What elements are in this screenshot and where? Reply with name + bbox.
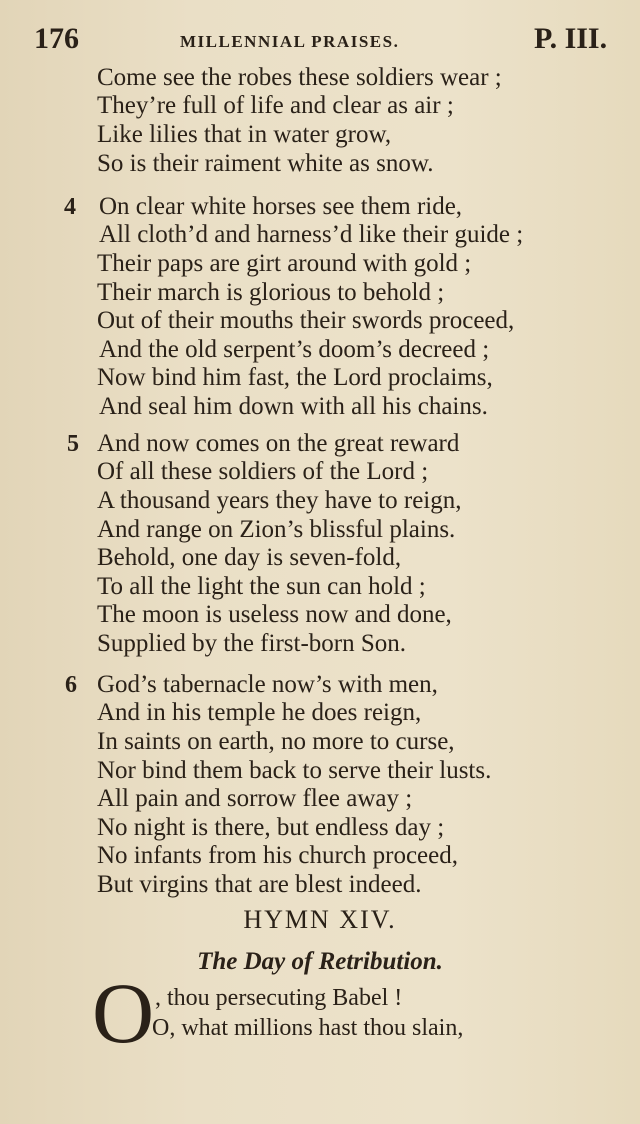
verse-line: A thousand years they have to reign, [97,487,462,514]
verse-line: On clear white horses see them ride, [99,193,463,220]
verse-line: God’s tabernacle now’s with men, [97,671,438,698]
part-label: P. III. [534,22,608,55]
verse-line: So is their raiment white as snow. [97,150,434,177]
page-number: 176 [34,22,79,55]
hymn-title: HYMN XIV. [243,905,397,934]
verse-line: Behold, one day is seven-fold, [97,544,402,571]
stanza-number: 6 [65,672,77,698]
verse-line: All cloth’d and harness’d like their guide ; [99,221,524,248]
verse-line: No infants from his church proceed, [97,842,458,869]
verse-line: Now bind him fast, the Lord proclaims, [97,364,493,391]
verse-line: Come see the robes these soldiers wear ; [97,64,502,91]
page-header [0,22,640,62]
stanza-number: 5 [67,431,79,457]
hymn-subtitle: The Day of Retribution. [197,948,443,975]
verse-line: Their paps are girt around with gold ; [97,250,472,277]
verse-line: Of all these soldiers of the Lord ; [97,458,429,485]
verse-line: And now comes on the great reward [97,430,460,457]
verse-line: All pain and sorrow flee away ; [97,785,413,812]
verse-line: And the old serpent’s doom’s decreed ; [99,336,490,363]
verse-line: They’re full of life and clear as air ; [97,92,454,119]
running-title: MILLENNIAL PRAISES. [180,32,400,51]
verse-line: Supplied by the first-born Son. [97,630,407,657]
verse-line: And range on Zion’s blissful plains. [97,516,456,543]
drop-cap: O [92,965,155,1061]
verse-line: In saints on earth, no more to curse, [97,728,455,755]
stanza-number: 4 [64,194,76,220]
hymn-second-line: O, what millions hast thou slain, [152,1015,464,1041]
verse-line: Nor bind them back to serve their lusts. [97,757,492,784]
verse-line: And in his temple he does reign, [97,699,422,726]
verse-line: The moon is useless now and done, [97,601,452,628]
verse-line: And seal him down with all his chains. [99,393,488,420]
verse-line: Their march is glorious to behold ; [97,279,445,306]
verse-line: Out of their mouths their swords proceed, [97,307,515,334]
verse-line: But virgins that are blest indeed. [97,871,422,898]
hymn-first-line: , thou persecuting Babel ! [155,985,403,1011]
verse-line: Like lilies that in water grow, [97,121,392,148]
verse-line: To all the light the sun can hold ; [97,573,426,600]
verse-line: No night is there, but endless day ; [97,814,445,841]
